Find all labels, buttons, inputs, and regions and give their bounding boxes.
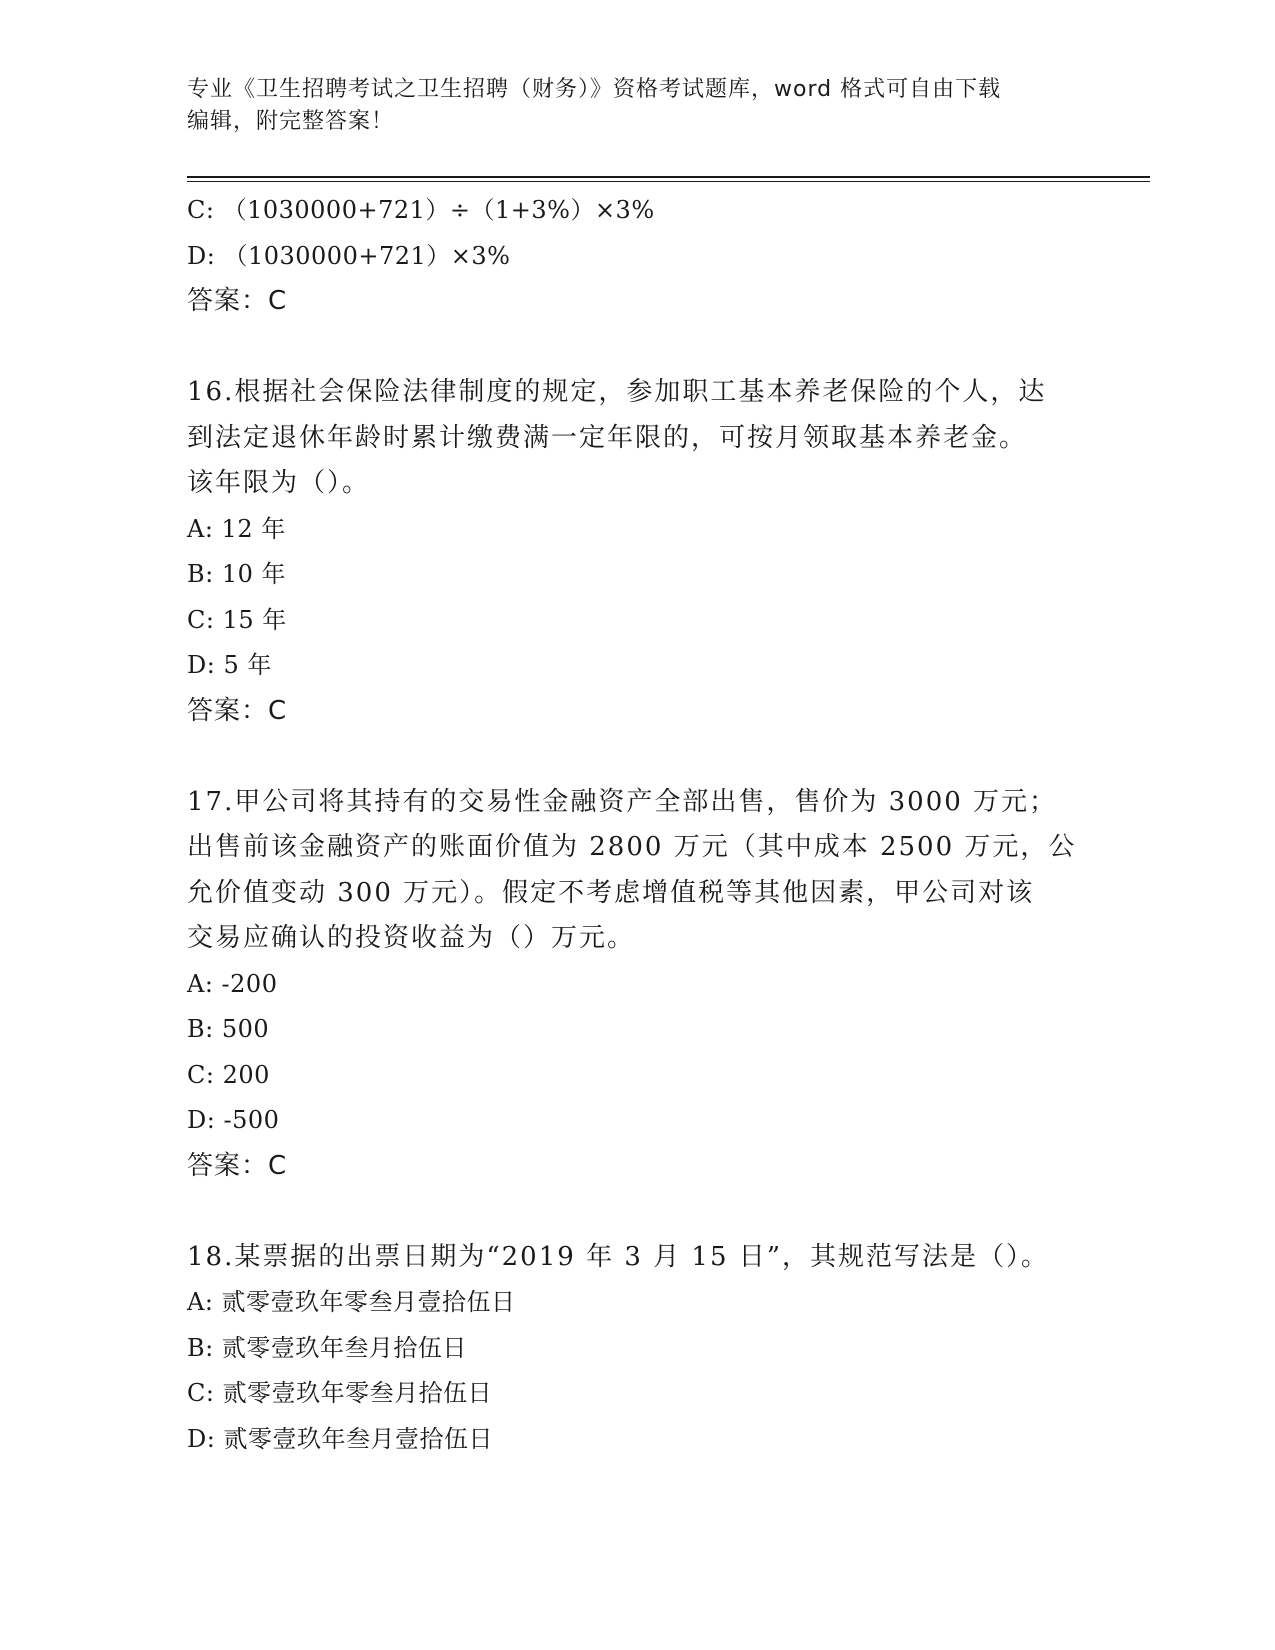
- option-c: C: 贰零壹玖年零叁月拾伍日: [187, 1379, 493, 1407]
- question-18: [187, 1235, 1087, 1463]
- option-c: C: （1030000+721）÷（1+3%）×3%: [187, 196, 655, 224]
- option-d: D: 5 年: [187, 651, 272, 679]
- option-c: C: 200: [187, 1060, 270, 1089]
- answer-line: 答案：C: [187, 695, 288, 726]
- document-header: [187, 74, 1087, 138]
- option-a: A: 贰零壹玖年零叁月壹拾伍日: [187, 1288, 516, 1316]
- question-17: [187, 780, 1087, 1190]
- option-a: A: -200: [187, 969, 278, 998]
- spacer: [187, 1189, 1087, 1235]
- question-text-line: 该年限为（）。: [187, 468, 371, 498]
- question-text-line: 到法定退休年龄时累计缴费满一定年限的，可按月领取基本养老金。: [187, 422, 1028, 453]
- spacer: [187, 325, 1087, 371]
- option-a: A: 12 年: [187, 514, 286, 543]
- answer-line: 答案：C: [187, 286, 288, 316]
- option-b: B: 500: [187, 1015, 270, 1043]
- option-d: D: （1030000+721）×3%: [187, 241, 511, 270]
- answer-line: 答案：C: [187, 1150, 288, 1181]
- option-c: C: 15 年: [187, 605, 287, 634]
- question-text-line: 17.甲公司将其持有的交易性金融资产全部出售，售价为 3000 万元；: [187, 786, 1058, 817]
- header-line-2: 编辑，附完整答案！: [187, 109, 395, 134]
- header-rule-thin: [187, 181, 1150, 182]
- question-text-line: 出售前该金融资产的账面价值为 2800 万元（其中成本 2500 万元，公: [187, 832, 1077, 862]
- question-16: [187, 370, 1087, 734]
- question-text-line: 18.某票据的出票日期为“2019 年 3 月 15 日”，其规范写法是（）。: [187, 1241, 1050, 1272]
- option-d: D: -500: [187, 1106, 280, 1134]
- option-d: D: 贰零壹玖年叁月壹拾伍日: [187, 1424, 493, 1453]
- header-line-1: 专业《卫生招聘考试之卫生招聘（财务）》资格考试题库，word 格式可自由下载: [187, 77, 1002, 102]
- previous-question-tail: [187, 188, 1087, 325]
- question-text-line: 16.根据社会保险法律制度的规定，参加职工基本养老保险的个人，达: [187, 377, 1047, 407]
- question-content: [187, 188, 1087, 1462]
- option-b: B: 贰零壹玖年叁月拾伍日: [187, 1333, 467, 1362]
- option-b: B: 10 年: [187, 560, 287, 588]
- spacer: [187, 734, 1087, 780]
- question-text-line: 允价值变动 300 万元）。假定不考虑增值税等其他因素，甲公司对该: [187, 877, 1035, 908]
- question-text-line: 交易应确认的投资收益为（）万元。: [187, 923, 636, 953]
- header-rule-thick: [187, 176, 1150, 178]
